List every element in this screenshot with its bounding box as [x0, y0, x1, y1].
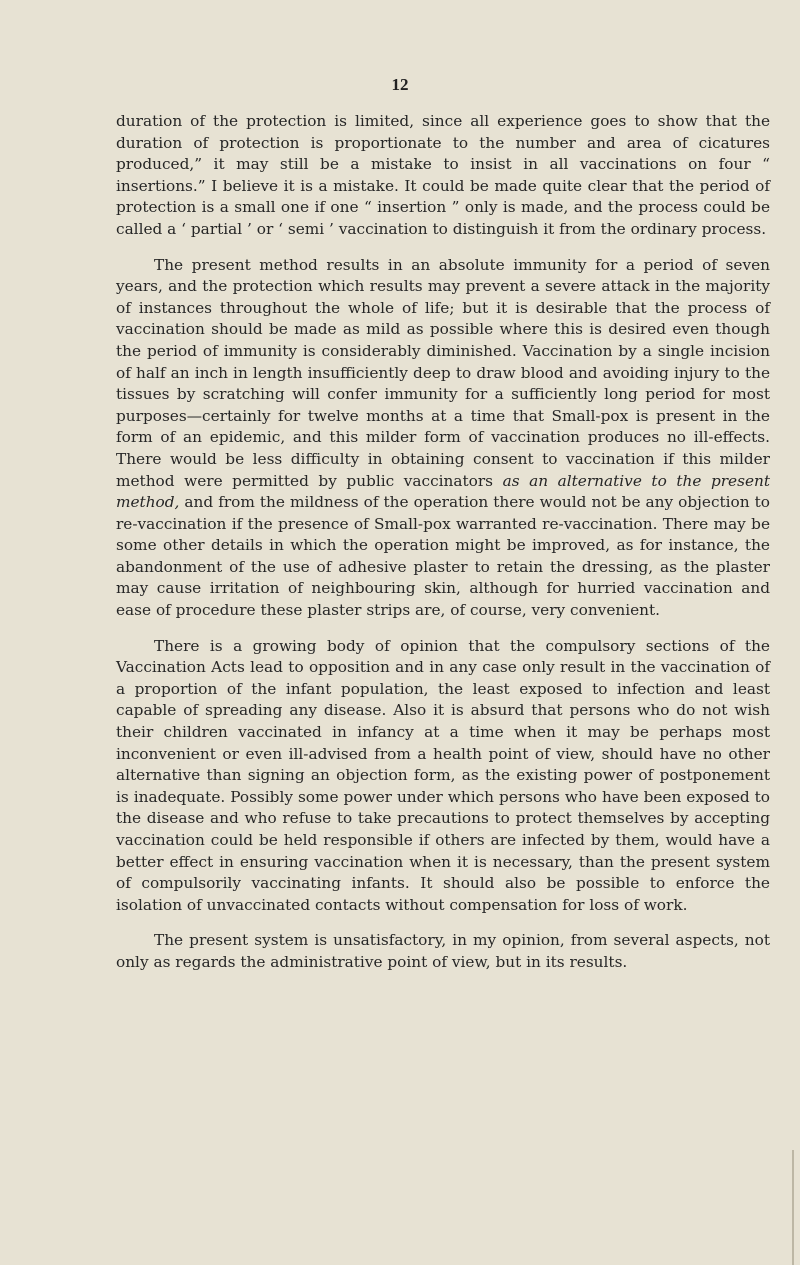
body-text — [116, 111, 770, 988]
paragraph-2-italic-phrase: as an alternative to the present method, — [116, 471, 770, 512]
paragraph-4: The present system is unsatisfactory, in my opinion, from several aspects, not only as regards the administrative point of view, but in its results. — [116, 931, 770, 971]
paragraph-2 — [116, 255, 770, 622]
paragraph-2-text-after: and from the mildness of the operation there would not be any objection to re-vaccination if the presence of Small-pox warranted re-vaccination. There may be some other details in which the operation might be improved, as for instance, the abandonment of the use of adhesive plaster to retain the dressing, as the plaster may cause irritation of neighbouring skin, although for hurried vaccination and ease of procedure these plaster strips are, of course, very convenient. — [116, 493, 770, 620]
page-edge-shadow — [792, 1150, 794, 1265]
paragraph-1: duration of the protection is limited, since all experience goes to show that the duration of protection is proportionate to the number and area of cicatures produced,” it may still be a mistake to insist in all vaccinations on four “ insertions.” I believe it is a mistake. It could be made quite clear that the period of protection is a small one if one “ insertion ” only is made, and the process could be called a ‘ partial ’ or ‘ semi ’ vaccination to distinguish it from the ordinary process. — [116, 112, 770, 238]
page-number: 12 — [391, 75, 409, 94]
paragraph-3: There is a growing body of opinion that the compulsory sections of the Vaccination Acts lead to opposition and in any case only result in the vaccination of a proportion of the infant population, the least exposed to infection and least capable of spreading any disease. Also it is absurd that persons who do not wish their children vaccinated in infancy at a time when it may be perhaps most inconvenient or even ill-advised from a health point of view, should have no other alternative than signing an objection form, as the existing power of postponement is inadequate. Possibly some power under which persons who have been exposed to the disease and who refuse to take precautions to protect themselves by accepting vaccination could be held responsible if others are infected by them, would have a better effect in ensuring vaccination when it is necessary, than the present system of compulsorily vaccinating infants. It should also be possible to enforce the isolation of unvaccinated contacts without compensation for loss of work. — [116, 636, 770, 914]
paragraph-2-text-before: The present method results in an absolute immunity for a period of seven years, and the protection which results may prevent a severe attack in the majority of instances throughout the whole of life; but it is desirable that the process of vaccination should be made as mild as possible where this is desired even though the period of immunity is considerably diminished. Vaccination by a single incision of half an inch in length insufficiently deep to draw blood and avoiding injury to the tissues by scratching will confer immunity for a sufficiently long period for most purposes—certainly for twelve months at a time that Small-pox is present in the form of an epidemic, and this milder form of vaccination produces no ill-effects. There would be less difficulty in obtaining consent to vaccination if this milder method were permitted by public vaccinators — [116, 255, 770, 490]
